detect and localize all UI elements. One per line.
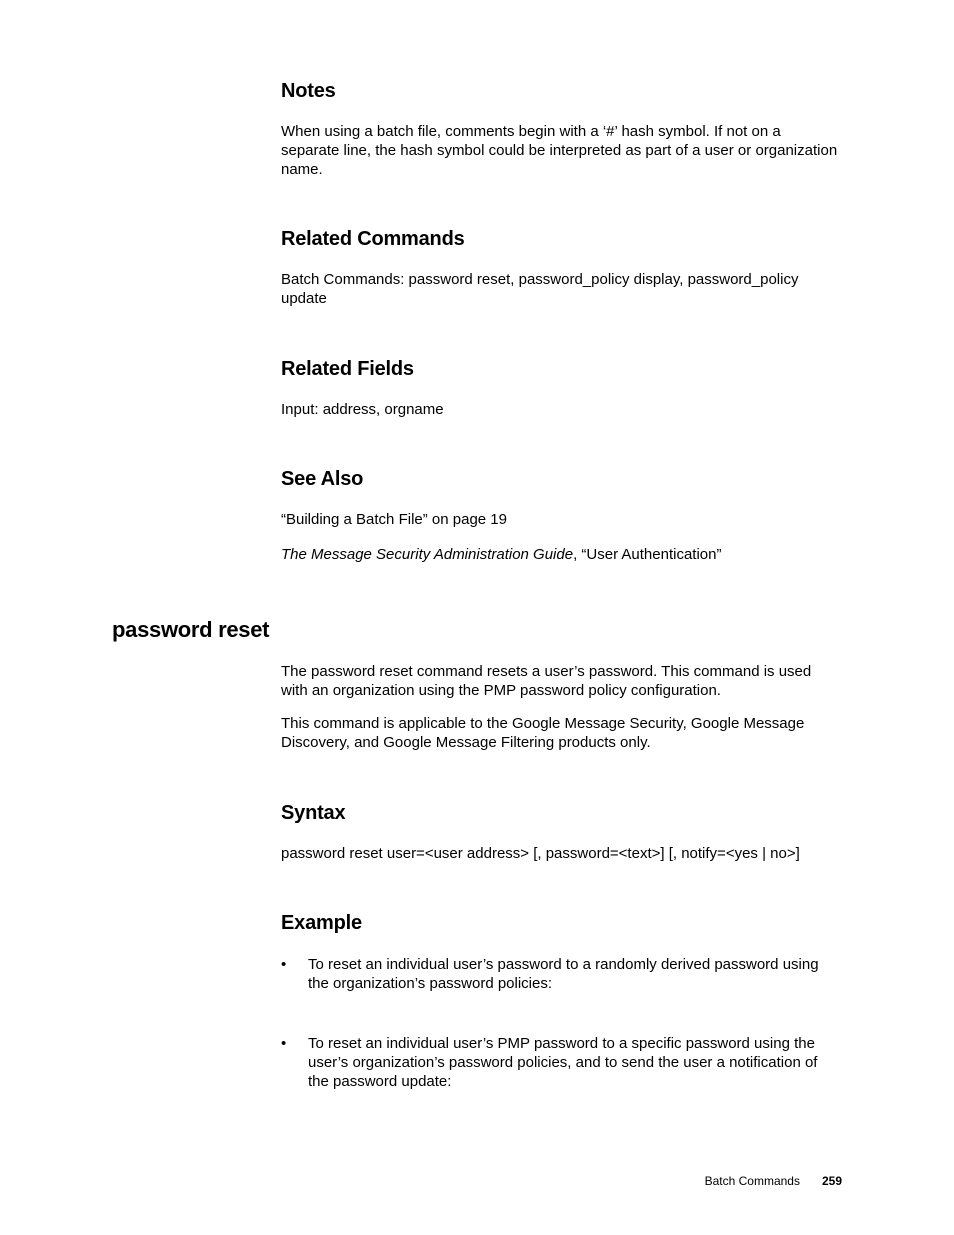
- guide-section: , “User Authentication”: [573, 546, 722, 563]
- related-fields-heading: Related Fields: [281, 358, 414, 380]
- footer-section-title: Batch Commands: [704, 1174, 800, 1188]
- related-commands-heading: Related Commands: [281, 228, 465, 250]
- see-also-heading: See Also: [281, 468, 364, 490]
- syntax-body: password reset user=<user address> [, password=<text>] [, notify=<yes | no>]: [281, 845, 800, 862]
- example-heading: Example: [281, 912, 362, 934]
- guide-title: The Message Security Administration Guide: [281, 546, 574, 563]
- password-reset-heading: password reset: [112, 617, 270, 642]
- example-item-text: To reset an individual user’s PMP password to a specific password using the user’s organization’s password policies, and to send the user a notification of the password update:: [308, 1035, 818, 1090]
- list-item: [281, 1034, 841, 1091]
- related-commands-body: Batch Commands: password reset, password_policy display, password_policy update: [281, 271, 799, 307]
- example-item-text: To reset an individual user’s password to a randomly derived password using the organization’s password policies:: [308, 956, 819, 992]
- see-also-guide-reference: [281, 545, 841, 564]
- password-reset-applicability: This command is applicable to the Google Message Security, Google Message Discovery, and Google Message Filtering products only.: [281, 715, 805, 751]
- related-fields-body: Input: address, orgname: [281, 401, 444, 418]
- page-number: 259: [821, 1174, 842, 1188]
- notes-heading: Notes: [281, 80, 336, 102]
- password-reset-description: The password reset command resets a user’s password. This command is used with an organization using the PMP password policy configuration.: [281, 663, 812, 699]
- notes-body: When using a batch file, comments begin with a ‘#’ hash symbol. If not on a separate line, the hash symbol could be interpreted as part of a user or organization name.: [281, 123, 838, 178]
- list-item: [281, 955, 841, 993]
- see-also-link-building-batch-file[interactable]: “Building a Batch File” on page 19: [281, 511, 507, 528]
- syntax-heading: Syntax: [281, 802, 346, 824]
- bullet-marker: •: [281, 1035, 287, 1052]
- bullet-marker: •: [281, 956, 287, 973]
- page-footer: [560, 1174, 842, 1189]
